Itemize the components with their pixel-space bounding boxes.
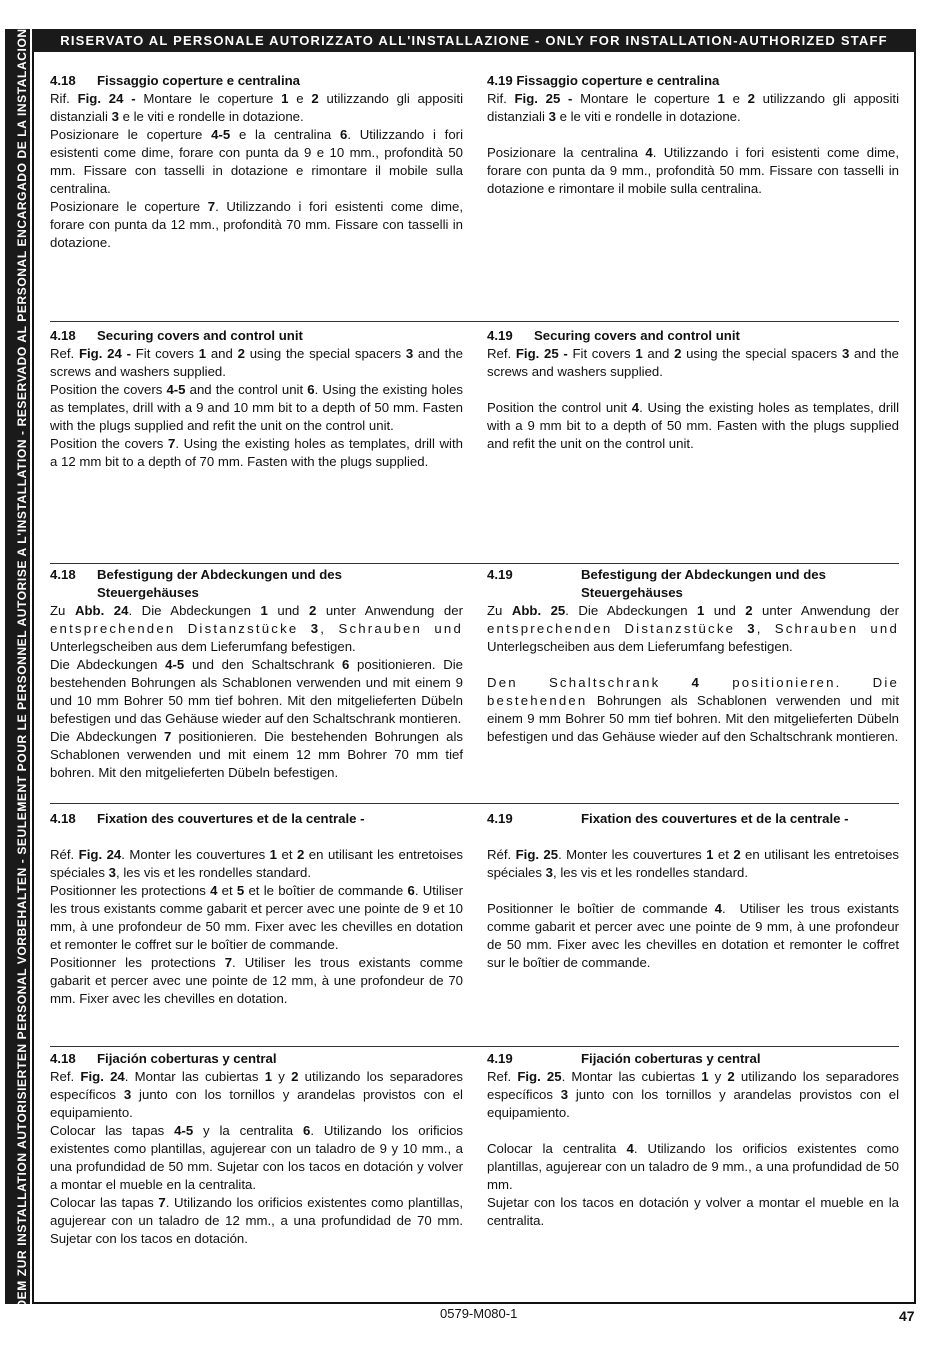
section-it-4-19: 4.19 Fissaggio coperture e centralina Rif. Fig. 25 - Montare le coperture 1 e 2 utilizzando gli appositi distanziali 3 e le viti e rondelle in dotazione. Posizionare la centralina 4. Utilizzando i fori esistenti come dime, forare con punta da 9 mm., profondità 50 mm. Fissare con tasselli in dotazione e rimontare il mobile sulla centralina. [487, 73, 900, 196]
section-es-4-19: 4.19 Fijación coberturas y central Ref. Fig. 25. Montar las cubiertas 1 y 2 utilizando los separadores específicos 3 junto con los tornillos y arandelas provistos con el equipamiento. Colocar la centralita 4. Utilizando los orificios existentes como plantillas, agujerear con un taladro de 9 mm., a una profundidad de 50 mm. Sujetar con los tacos en dotación y volver a montar el mueble en la centralita. [487, 1051, 900, 1228]
divider [50, 321, 899, 322]
heading-fr-4-18: 4.18 Fixation des couvertures et de la centrale - [50, 811, 365, 826]
section-es-4-18: 4.18 Fijación coberturas y central Ref. Fig. 24. Montar las cubiertas 1 y 2 utilizando los separadores específicos 3 junto con los tornillos y arandelas provistos con el equipamiento. Colocar las tapas 4-5 y la centralita 6. Utilizando los orificios existentes como plantillas, agujerear con un taladro de 9 y 10 mm., a una profundidad de 50 mm. Sujetar con los tacos en dotación y volver a montar el mueble en la centralita. Colocar las tapas 7. Utilizando los orificios existentes como plantillas, agujerear con un taladro de 12 mm., a una profundidad de 70 mm. Sujetar con los tacos en dotación. [50, 1051, 464, 1246]
header-banner: RISERVATO AL PERSONALE AUTORIZZATO ALL'INSTALLAZIONE - ONLY FOR INSTALLATION-AUTHORIZED STAFF [32, 29, 916, 52]
heading-en-4-18: 4.18 Securing covers and control unit [50, 328, 303, 343]
heading-fr-4-19: 4.19 Fixation des couvertures et de la centrale - [487, 811, 849, 826]
divider [50, 563, 899, 564]
heading-de-4-18: 4.18 Befestigung der Abdeckungen und des Steuergehäuses [50, 567, 342, 600]
section-en-4-19: 4.19 Securing covers and control unit Ref. Fig. 25 - Fit covers 1 and 2 using the special spacers 3 and the screws and washers supplied. Position the control unit 4. Using the existing holes as templates, drill with a 9 mm bit to a depth of 50 mm. Fasten with the plugs supplied and refit the unit on the control unit. [487, 328, 899, 451]
section-en-4-18: 4.18 Securing covers and control unit Ref. Fig. 24 - Fit covers 1 and 2 using the special spacers 3 and the screws and washers supplied. Position the covers 4-5 and the control unit 6. Using the existing holes as templates, drill with a 9 and 10 mm bit to a depth of 50 mm. Fasten with the plugs supplied and refit the unit on the control unit. Position the covers 7. Using the existing holes as templates, drill with a 12 mm bit to a depth of 70 mm. Fasten with the plugs supplied. [50, 328, 464, 469]
divider [50, 803, 899, 804]
heading-de-4-19: 4.19 Befestigung der Abdeckungen und des Steuergehäuses [487, 567, 826, 600]
heading-it-4-19: 4.19 Fissaggio coperture e centralina [487, 73, 720, 88]
heading-es-4-18: 4.18 Fijación coberturas y central [50, 1051, 277, 1066]
heading-en-4-19: 4.19 Securing covers and control unit [487, 328, 740, 343]
section-it-4-18: 4.18 Fissaggio coperture e centralina Rif. Fig. 24 - Montare le coperture 1 e 2 utilizzando gli appositi distanziali 3 e le viti e rondelle in dotazione. Posizionare le coperture 4-5 e la centralina 6. Utilizzando i fori esistenti come dime, forare con punta da 9 e 10 mm., profondità 50 mm. Fissare con tasselli in dotazione e rimontare il mobile sulla centralina. Posizionare le coperture 7. Utilizzando i fori esistenti come dime, forare con punta da 12 mm., profondità 70 mm. Fissare con tasselli in dotazione. [50, 73, 464, 250]
section-fr-4-18: 4.18 Fixation des couvertures et de la centrale - Réf. Fig. 24. Monter les couvertures 1 et 2 en utilisant les entretoises spéciales 3, les vis et les rondelles standard. Positionner les protections 4 et 5 et le boîtier de commande 6. Utiliser les trous existants comme gabarit et percer avec une pointe de 9 et 10 mm, à une profondeur de 50 mm. Fixer avec les chevilles en dotation et remonter le coffret sur le boîtier de commande. Positionner les protections 7. Utiliser les trous existants comme gabarit et percer avec une pointe de 12 mm, à une profondeur de 70 mm. Fixer avec les chevilles en dotation. [50, 811, 464, 1006]
section-de-4-19: 4.19 Befestigung der Abdeckungen und des Steuergehäuses Zu Abb. 25. Die Abdeckungen 1 und 2 unter Anwendung der entsprechenden Distanzstücke 3, Schrauben und Unterlegscheiben aus dem Lieferumfang befestigen. Den Schaltschrank 4 positionieren. Die bestehenden Bohrungen als Schablonen verwenden und mit einem 9 mm Bohrer 50 mm tief bohren. Mit den mitgelieferten Dübeln befestigen und das Gehäuse wieder auf den Schaltschrank montieren. [487, 567, 900, 744]
side-banner-text: IST DEM ZUR INSTALLATION AUTORISIERTEN PERSONAL VORBEHALTEN - SEULEMENT POUR LE PERSONNEL AUTORISE A L'INSTALLATION - RESERVADO AL PERSONAL ENCARGADO DE LA INSTALACION [15, 28, 29, 1333]
divider [50, 1046, 899, 1047]
heading-es-4-19: 4.19 Fijación coberturas y central [487, 1051, 761, 1066]
page-number: 47 [899, 1308, 915, 1324]
section-fr-4-19: 4.19 Fixation des couvertures et de la centrale - Réf. Fig. 25. Monter les couvertures 1 et 2 en utilisant les entretoises spéciales 3, les vis et les rondelles standard. Positionner le boîtier de commande 4. Utiliser les trous existants comme gabarit et percer avec une pointe de 9 mm, à une profondeur de 50 mm. Fixer avec les chevilles en dotation et remonter le coffret sur le boîtier de commande. [487, 811, 899, 970]
heading-it-4-18: 4.18 Fissaggio coperture e centralina [50, 73, 301, 88]
section-de-4-18: 4.18 Befestigung der Abdeckungen und des Steuergehäuses Zu Abb. 24. Die Abdeckungen 1 und 2 unter Anwendung der entsprechenden Distanzstücke 3, Schrauben und Unterlegscheiben aus dem Lieferumfang befestigen. Die Abdeckungen 4-5 und den Schaltschrank 6 positionieren. Die bestehenden Bohrungen als Schablonen verwenden und mit einem 9 und 10 mm Bohrer 50 mm tief bohren. Mit den mitgelieferten Dübeln befestigen und das Gehäuse wieder auf den Schaltschrank montieren. Die Abdeckungen 7 positionieren. Die bestehenden Bohrungen als Schablonen verwenden und mit einem 12 mm Bohrer 70 mm tief bohren. Mit den mitgelieferten Dübeln befestigen. [50, 567, 464, 780]
document-code: 0579-M080-1 [440, 1306, 518, 1321]
side-banner [5, 28, 30, 1333]
